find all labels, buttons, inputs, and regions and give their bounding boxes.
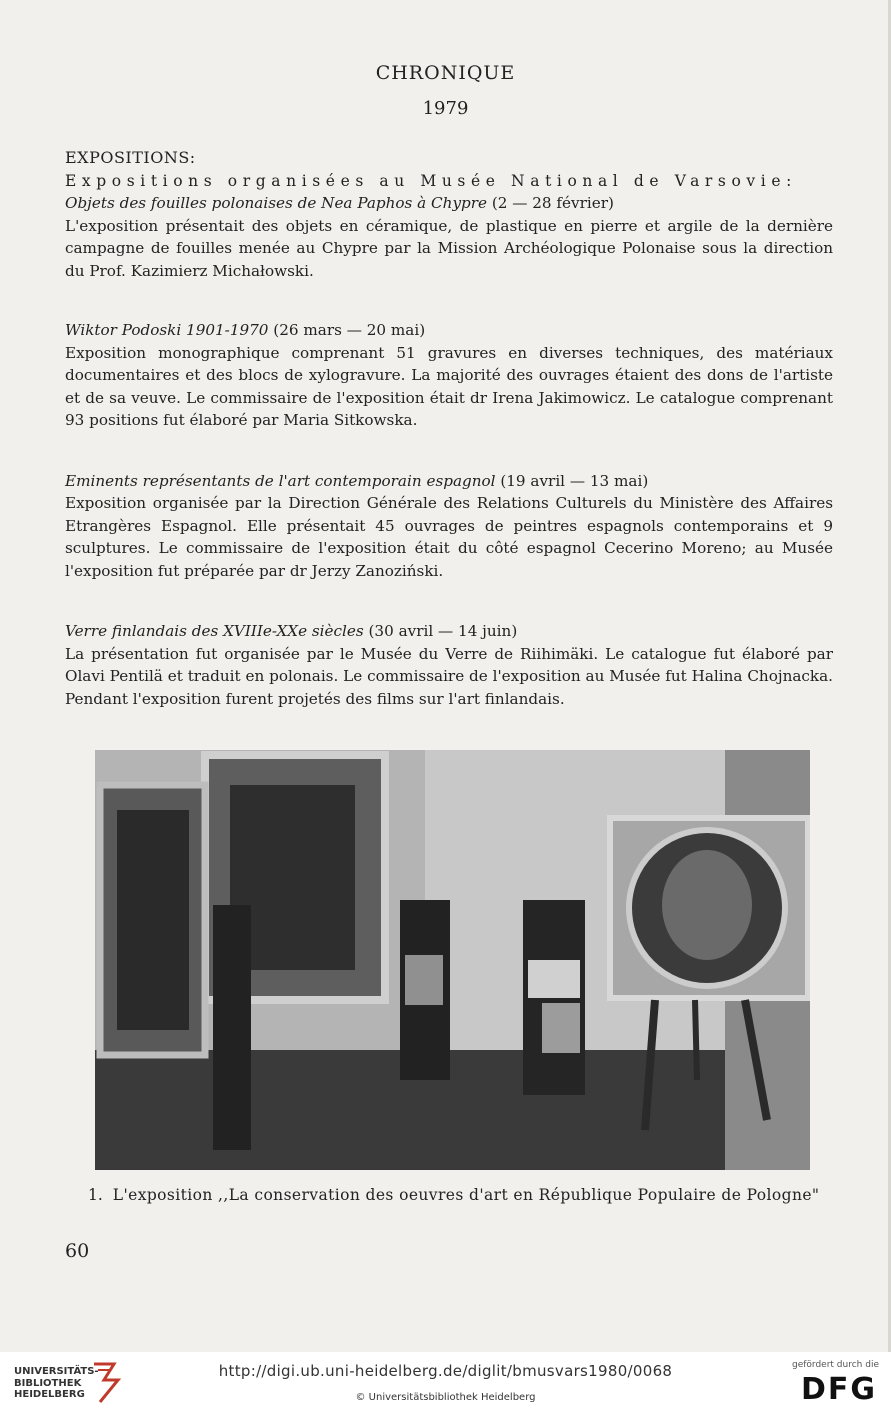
- figure-number: 1.: [88, 1186, 103, 1204]
- entry-dates: (19 avril — 13 mai): [500, 471, 649, 490]
- entry-title: Objets des fouilles polonaises de Nea Paphos à Chypre: [65, 194, 488, 212]
- document-url-link[interactable]: http://digi.ub.uni-heidelberg.de/diglit/bmusvars1980/0068: [218, 1362, 673, 1380]
- page-title: CHRONIQUE: [375, 62, 516, 84]
- section-title: EXPOSITIONS:: [65, 148, 196, 167]
- entry-dates: (26 mars — 20 mai): [273, 321, 426, 339]
- copyright-notice: © Universitätsbibliothek Heidelberg: [355, 1392, 536, 1403]
- page-year: 1979: [422, 98, 469, 119]
- article-body: [65, 147, 833, 710]
- entry-nea-paphos: [65, 192, 833, 282]
- entry-verre: [65, 620, 833, 710]
- entry-title: Eminents représentants de l'art contemporain espagnol: [65, 471, 496, 490]
- figure-caption: [88, 1186, 823, 1204]
- entry-dates: (2 — 28 février): [491, 194, 614, 212]
- page-number: 60: [65, 1240, 90, 1262]
- funding-label: gefördert durch die: [792, 1360, 879, 1370]
- entry-dates: (30 avril — 14 juin): [368, 622, 518, 640]
- figure-caption-text: L'exposition ,,La conservation des oeuvres d'art en République Populaire de Pologne": [112, 1186, 820, 1204]
- entry-text: Exposition organisée par la Direction Générale des Relations Culturels du Ministère des Affaires Etrangères Espagnol. Elle présentait 45 ouvrages de peintres espagnols contemporains et 9 sculptures. Le commissaire de l'exposition était du côté espagnol Cecerino Moreno; au Musée l'exposition fut préparée par dr Jerzy Zanoziński.: [65, 494, 833, 580]
- entry-podoski: [65, 319, 833, 432]
- entry-title: Verre finlandais des XVIIIe-XXe siècles: [65, 622, 364, 640]
- viewer-footer: [0, 1352, 891, 1415]
- dfg-logo: DFG: [800, 1372, 877, 1407]
- exhibition-photo-drawing: [95, 750, 810, 1170]
- exhibition-photo: [95, 750, 810, 1170]
- entry-espagnol: [65, 470, 833, 583]
- section-subtitle: Expositions organisées au Musée National de Varsovie:: [65, 171, 797, 190]
- library-name: UNIVERSITÄTS- BIBLIOTHEK HEIDELBERG: [14, 1366, 99, 1400]
- entry-text: L'exposition présentait des objets en céramique, de plastique en pierre et argile de la dernière campagne de fouilles menée au Chypre par la Mission Archéologique Polonaise sous la direction du Prof. Kazimierz Michałowski.: [65, 216, 833, 280]
- entry-title: Wiktor Podoski 1901-1970: [65, 321, 269, 339]
- entry-text: Exposition monographique comprenant 51 gravures en diverses techniques, des matériaux documentaires et des blocs de xylogravure. La majorité des ouvrages étaient des dons de l'artiste et de sa veuve. Le commissaire de l'exposition était dr Irena Jakimowicz. Le catalogue comprenant 93 positions fut élaboré par Maria Sitkowska.: [65, 343, 833, 429]
- entry-text: La présentation fut organisée par le Musée du Verre de Riihimäki. Le catalogue fut élaboré par Olavi Pentilä et traduit en polonais. Le commissaire de l'exposition au Musée fut Halina Chojnacka. Pendant l'exposition furent projetés des films sur l'art finlandais.: [65, 644, 833, 708]
